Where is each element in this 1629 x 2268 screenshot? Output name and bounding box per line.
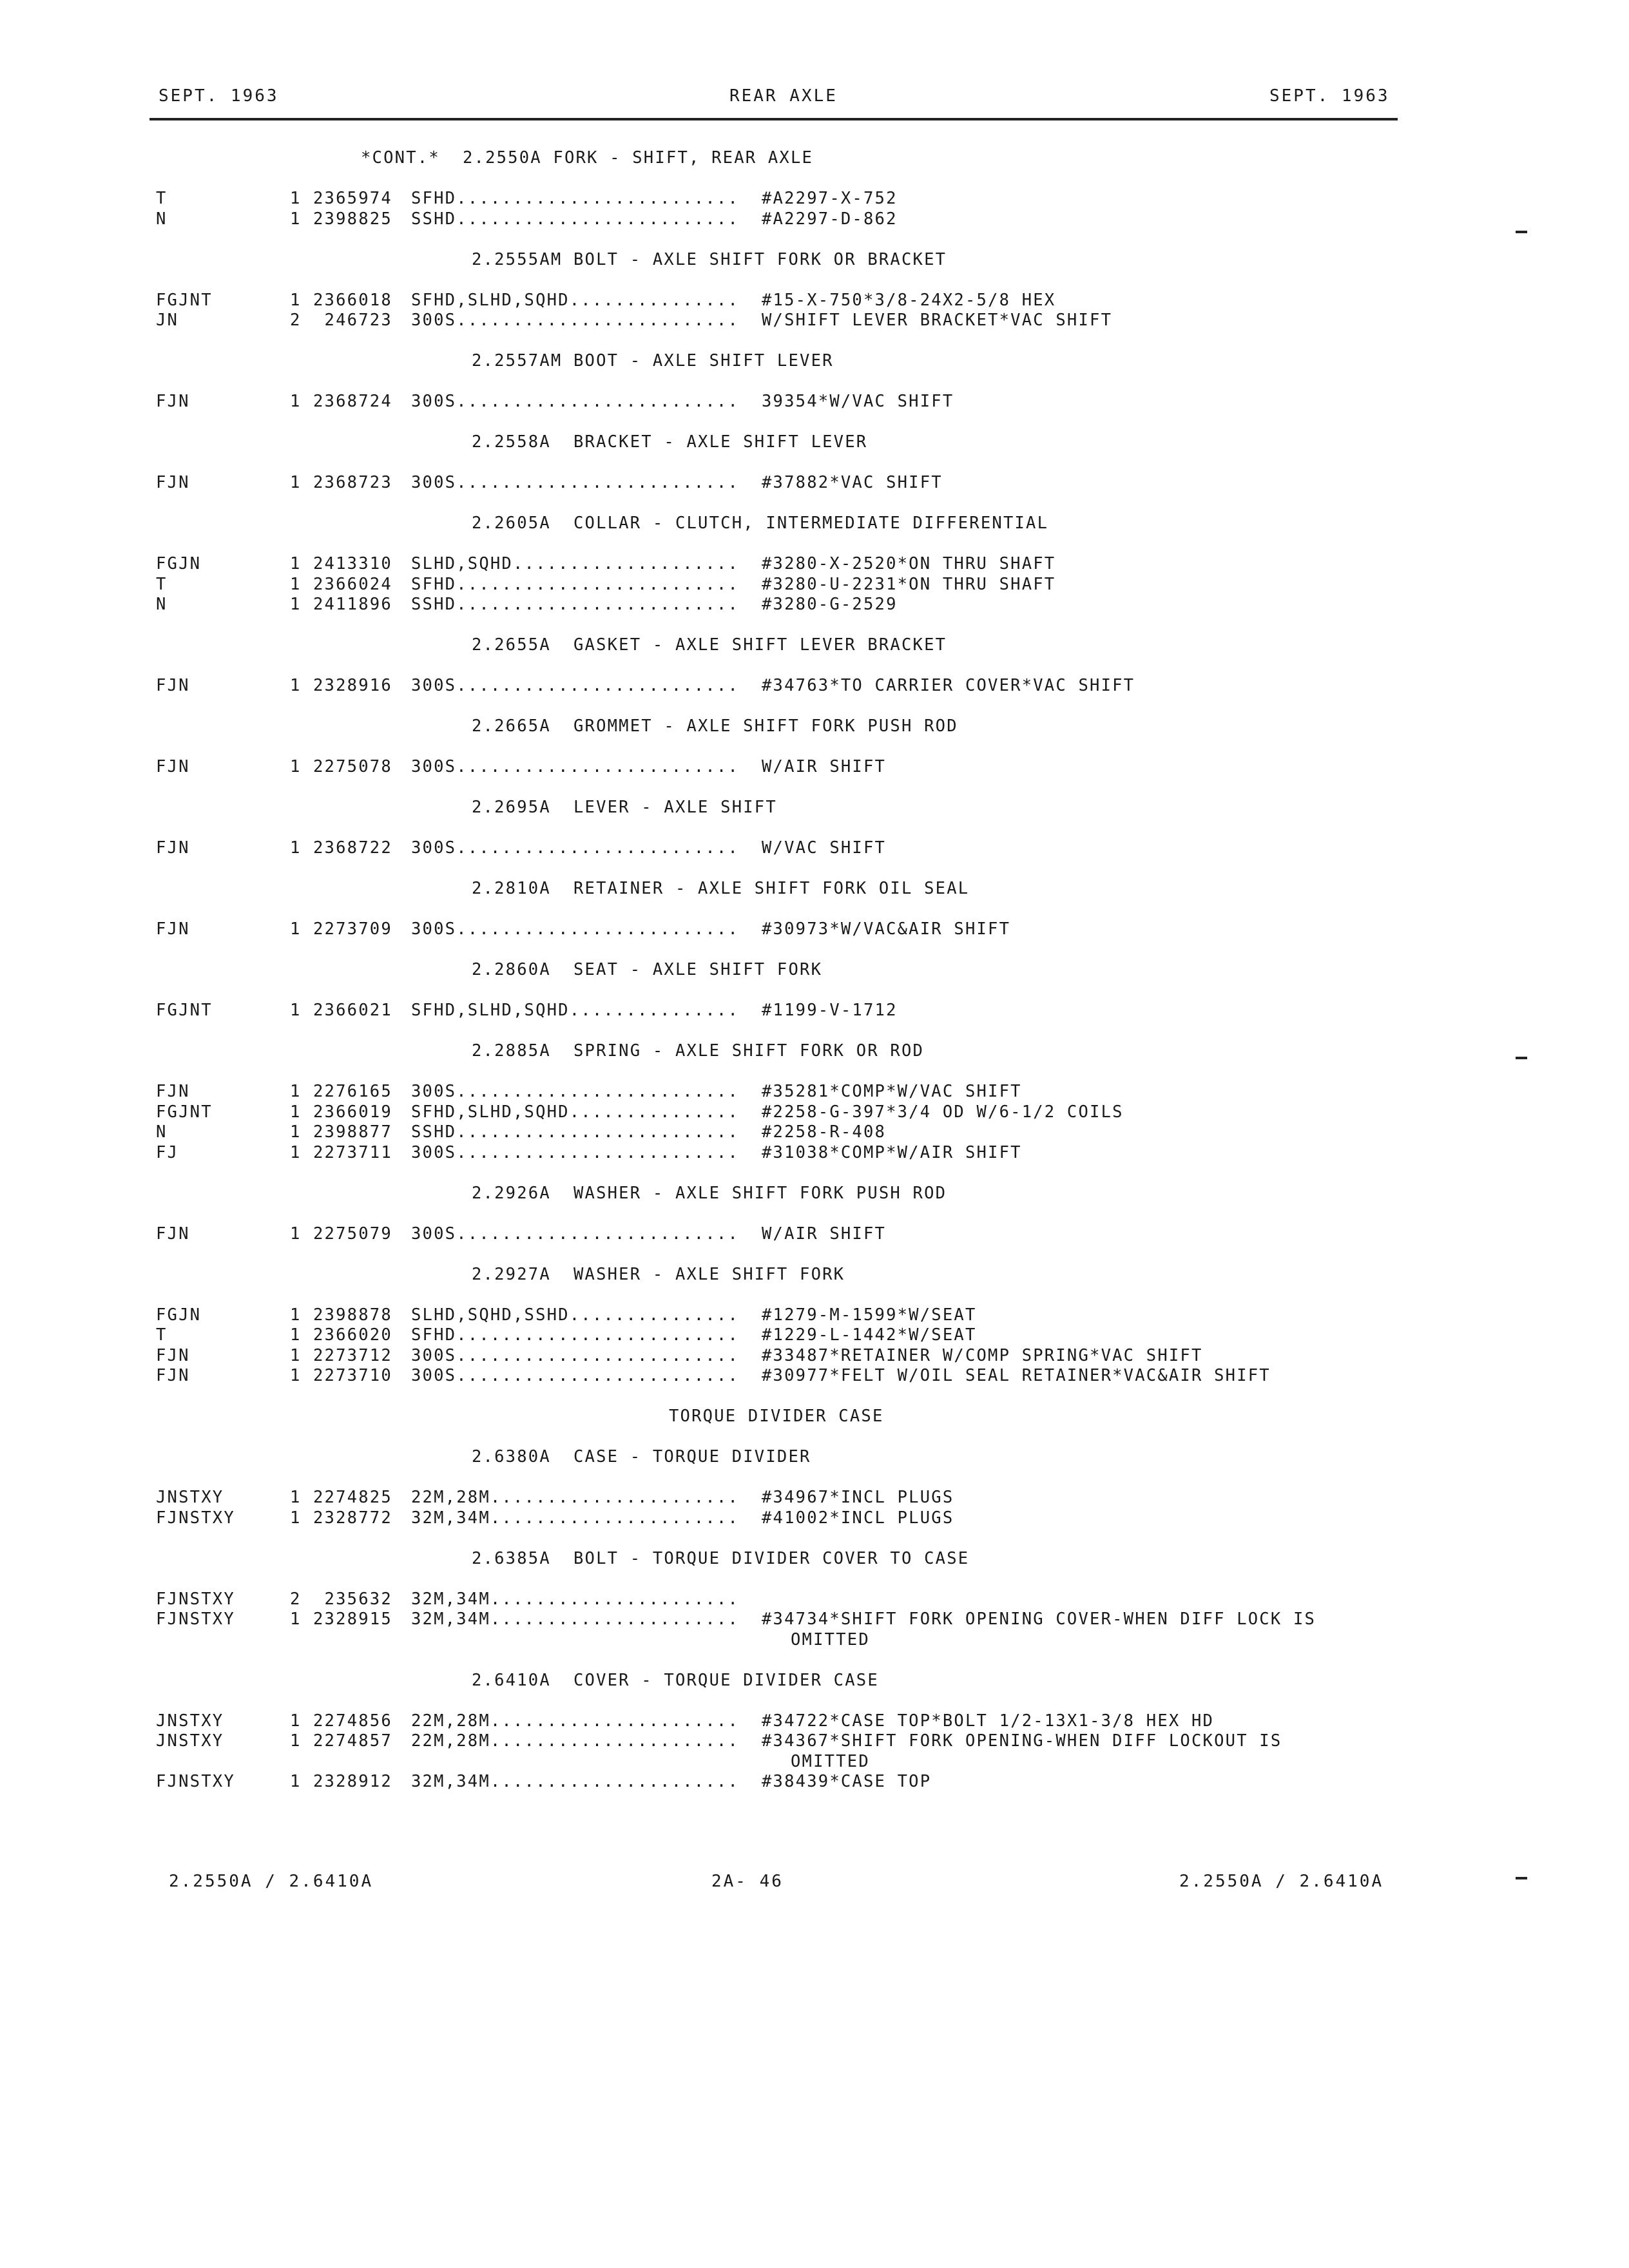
part-row (156, 676, 1380, 697)
application: 300S......................... (411, 473, 740, 492)
spacer (156, 615, 1380, 636)
application: 300S......................... (411, 311, 740, 330)
description-continuation: OMITTED (791, 1629, 870, 1649)
spacer (156, 1427, 1380, 1448)
margin-mark (1516, 1877, 1527, 1879)
quantity: 1 (290, 1345, 302, 1365)
part-row (156, 1102, 1380, 1123)
model-code: FJNSTXY (156, 1508, 235, 1528)
part-row-continuation (156, 1752, 1380, 1773)
description: #30973*W/VAC&AIR SHIFT (762, 919, 1011, 939)
application: 22M,28M...................... (411, 1731, 740, 1751)
description: #2258-G-397*3/4 OD W/6-1/2 COILS (762, 1102, 1124, 1122)
margin-mark (1516, 1057, 1527, 1059)
quantity: 1 (290, 554, 302, 573)
part-row (156, 838, 1380, 859)
part-number: 2274856 (313, 1711, 392, 1731)
model-code: FJN (156, 757, 190, 776)
quantity: 1 (290, 290, 302, 310)
application: SSHD......................... (411, 1122, 740, 1142)
description: #A2297-D-862 (762, 209, 898, 229)
header-rule (149, 118, 1398, 120)
application: SSHD......................... (411, 209, 740, 229)
part-number: 2413310 (313, 554, 392, 573)
description: W/SHIFT LEVER BRACKET*VAC SHIFT (762, 311, 1113, 330)
part-row (156, 1346, 1380, 1367)
model-code: N (156, 1122, 168, 1142)
section-heading: 2.6385A BOLT - TORQUE DIVIDER COVER TO CASE (472, 1548, 970, 1568)
part-row (156, 1731, 1380, 1752)
application: SFHD......................... (411, 189, 740, 208)
spacer (156, 1285, 1380, 1305)
quantity: 1 (290, 1142, 302, 1162)
part-row (156, 189, 1380, 209)
model-code: FGJN (156, 1305, 202, 1325)
application: 300S......................... (411, 1366, 740, 1385)
spacer (156, 494, 1380, 514)
spacer (156, 453, 1380, 474)
model-code: JNSTXY (156, 1731, 224, 1751)
spacer (156, 1650, 1380, 1671)
part-number: 2274825 (313, 1488, 392, 1507)
application: SFHD,SLHD,SQHD............... (411, 1102, 740, 1122)
application: 300S......................... (411, 757, 740, 776)
section-heading: 2.2885A SPRING - AXLE SHIFT FORK OR ROD (472, 1041, 925, 1061)
model-code: N (156, 595, 168, 614)
part-row (156, 919, 1380, 940)
quantity: 1 (290, 1001, 302, 1020)
header-date-right: SEPT. 1963 (1269, 86, 1390, 106)
part-row (156, 757, 1380, 778)
margin-mark (1516, 231, 1527, 233)
model-code: FJN (156, 473, 190, 492)
footer-range-left: 2.2550A / 2.6410A (169, 1872, 374, 1891)
part-number: 2366021 (313, 1001, 392, 1020)
description: #3280-G-2529 (762, 595, 898, 614)
quantity: 1 (290, 919, 302, 939)
model-code: FJN (156, 1345, 190, 1365)
part-number: 2276165 (313, 1082, 392, 1101)
application: 300S......................... (411, 1142, 740, 1162)
part-number: 2273709 (313, 919, 392, 939)
model-code: N (156, 209, 168, 229)
model-code: FJN (156, 676, 190, 695)
part-number: 2398877 (313, 1122, 392, 1142)
quantity: 1 (290, 1224, 302, 1244)
part-number: 2273711 (313, 1142, 392, 1162)
part-number: 2275078 (313, 757, 392, 776)
model-code: FJN (156, 392, 190, 411)
spacer (156, 818, 1380, 839)
quantity: 1 (290, 1488, 302, 1507)
application: 22M,28M...................... (411, 1488, 740, 1507)
part-number: 235632 (313, 1589, 392, 1609)
part-row (156, 473, 1380, 494)
quantity: 1 (290, 1731, 302, 1751)
quantity: 1 (290, 595, 302, 614)
application: 300S......................... (411, 1082, 740, 1101)
quantity: 2 (290, 1589, 302, 1609)
part-number: 2328916 (313, 676, 392, 695)
spacer (156, 331, 1380, 352)
quantity: 1 (290, 189, 302, 208)
section-heading: 2.2655A GASKET - AXLE SHIFT LEVER BRACKET (472, 635, 947, 655)
part-number: 2368724 (313, 392, 392, 411)
description-continuation: OMITTED (791, 1751, 870, 1771)
part-row (156, 1772, 1380, 1792)
model-code: FJN (156, 838, 190, 858)
section-heading: *CONT.* 2.2550A FORK - SHIFT, REAR AXLE (361, 148, 814, 168)
description: #34734*SHIFT FORK OPENING COVER-WHEN DIFF LOCK IS (762, 1610, 1316, 1629)
spacer (156, 1163, 1380, 1184)
quantity: 1 (290, 1610, 302, 1629)
page-number: 2A- 46 (711, 1872, 784, 1891)
application: 300S......................... (411, 392, 740, 411)
model-code: FJN (156, 1366, 190, 1385)
model-code: T (156, 189, 168, 208)
model-code: JNSTXY (156, 1488, 224, 1507)
description: #1199-V-1712 (762, 1001, 898, 1020)
part-number: 2398878 (313, 1305, 392, 1325)
quantity: 1 (290, 1305, 302, 1325)
section-heading: 2.6410A COVER - TORQUE DIVIDER CASE (472, 1670, 879, 1690)
spacer (156, 534, 1380, 555)
spacer (156, 270, 1380, 291)
application: 300S......................... (411, 838, 740, 858)
quantity: 1 (290, 1772, 302, 1791)
part-row (156, 1610, 1380, 1630)
spacer (156, 899, 1380, 920)
spacer (156, 981, 1380, 1001)
header-date-left: SEPT. 1963 (159, 86, 279, 106)
application: SSHD......................... (411, 595, 740, 614)
model-code: T (156, 1325, 168, 1345)
section-heading: 2.2810A RETAINER - AXLE SHIFT FORK OIL SEAL (472, 879, 970, 898)
application: SFHD,SLHD,SQHD............... (411, 290, 740, 310)
model-code: FJ (156, 1142, 179, 1162)
application: 300S......................... (411, 676, 740, 695)
description: #31038*COMP*W/AIR SHIFT (762, 1142, 1022, 1162)
section-heading: 2.2557AM BOOT - AXLE SHIFT LEVER (472, 351, 834, 370)
part-row (156, 1305, 1380, 1326)
application: SLHD,SQHD.................... (411, 554, 740, 573)
part-number: 2368722 (313, 838, 392, 858)
part-number: 2365974 (313, 189, 392, 208)
spacer (156, 1244, 1380, 1265)
part-row (156, 1590, 1380, 1610)
application: 32M,34M...................... (411, 1589, 740, 1609)
description: #34722*CASE TOP*BOLT 1/2-13X1-3/8 HEX HD (762, 1711, 1215, 1731)
model-code: FJNSTXY (156, 1772, 235, 1791)
part-number: 2275079 (313, 1224, 392, 1244)
footer-range-right: 2.2550A / 2.6410A (1179, 1872, 1384, 1891)
section-heading: 2.2555AM BOLT - AXLE SHIFT FORK OR BRACKET (472, 249, 947, 269)
description: #34967*INCL PLUGS (762, 1488, 954, 1507)
quantity: 1 (290, 757, 302, 776)
part-row (156, 209, 1380, 230)
description: #1229-L-1442*W/SEAT (762, 1325, 977, 1345)
spacer (156, 1691, 1380, 1711)
part-number: 2366018 (313, 290, 392, 310)
spacer (156, 1569, 1380, 1590)
model-code: FJNSTXY (156, 1610, 235, 1629)
application: SFHD......................... (411, 574, 740, 594)
quantity: 1 (290, 1102, 302, 1122)
model-code: FJN (156, 1082, 190, 1101)
spacer (156, 412, 1380, 433)
part-number: 2273712 (313, 1345, 392, 1365)
model-code: FJN (156, 1224, 190, 1244)
application: 32M,34M...................... (411, 1508, 740, 1528)
application: 32M,34M...................... (411, 1772, 740, 1791)
part-row (156, 1711, 1380, 1732)
section-heading: 2.2695A LEVER - AXLE SHIFT (472, 798, 777, 817)
application: SFHD......................... (411, 1325, 740, 1345)
spacer (156, 737, 1380, 758)
spacer (156, 778, 1380, 798)
description: #33487*RETAINER W/COMP SPRING*VAC SHIFT (762, 1345, 1203, 1365)
part-row (156, 575, 1380, 595)
spacer (156, 169, 1380, 189)
part-row (156, 311, 1380, 331)
model-code: FGJN (156, 554, 202, 573)
quantity: 1 (290, 1082, 302, 1101)
quantity: 1 (290, 1366, 302, 1385)
description: W/AIR SHIFT (762, 1224, 887, 1244)
description: #3280-X-2520*ON THRU SHAFT (762, 554, 1056, 573)
model-code: FGJNT (156, 1001, 213, 1020)
section-heading: 2.2860A SEAT - AXLE SHIFT FORK (472, 960, 823, 979)
description: #2258-R-408 (762, 1122, 887, 1142)
quantity: 1 (290, 1711, 302, 1731)
model-code: T (156, 574, 168, 594)
description: #35281*COMP*W/VAC SHIFT (762, 1082, 1022, 1101)
spacer (156, 1062, 1380, 1082)
application: 300S......................... (411, 919, 740, 939)
description: #30977*FELT W/OIL SEAL RETAINER*VAC&AIR SHIFT (762, 1366, 1271, 1385)
application: SFHD,SLHD,SQHD............... (411, 1001, 740, 1020)
description: #1279-M-1599*W/SEAT (762, 1305, 977, 1325)
spacer (156, 1021, 1380, 1042)
part-row (156, 1122, 1380, 1143)
section-title: TORQUE DIVIDER CASE (669, 1407, 884, 1426)
application: SLHD,SQHD,SSHD............... (411, 1305, 740, 1325)
header-title: REAR AXLE (729, 86, 838, 106)
part-row (156, 1143, 1380, 1164)
part-row (156, 1366, 1380, 1387)
spacer (156, 859, 1380, 879)
spacer (156, 1387, 1380, 1407)
quantity: 1 (290, 1122, 302, 1142)
application: 22M,28M...................... (411, 1711, 740, 1731)
part-row-continuation (156, 1630, 1380, 1651)
part-number: 2366024 (313, 574, 392, 594)
description: #34763*TO CARRIER COVER*VAC SHIFT (762, 676, 1135, 695)
part-number: 2366020 (313, 1325, 392, 1345)
part-row (156, 1508, 1380, 1529)
part-row (156, 1325, 1380, 1346)
description: #15-X-750*3/8-24X2-5/8 HEX (762, 290, 1056, 310)
description: #38439*CASE TOP (762, 1772, 932, 1791)
part-number: 246723 (313, 311, 392, 330)
part-number: 2274857 (313, 1731, 392, 1751)
model-code: FJN (156, 919, 190, 939)
spacer (156, 372, 1380, 392)
spacer (156, 229, 1380, 250)
part-number: 2398825 (313, 209, 392, 229)
model-code: FJNSTXY (156, 1589, 235, 1609)
section-heading: 2.2605A COLLAR - CLUTCH, INTERMEDIATE DIFFERENTIAL (472, 514, 1049, 533)
section-heading: 2.2558A BRACKET - AXLE SHIFT LEVER (472, 432, 868, 452)
model-code: JN (156, 311, 179, 330)
model-code: JNSTXY (156, 1711, 224, 1731)
description: #37882*VAC SHIFT (762, 473, 943, 492)
description: #A2297-X-752 (762, 189, 898, 208)
description: W/VAC SHIFT (762, 838, 887, 858)
quantity: 2 (290, 311, 302, 330)
part-number: 2366019 (313, 1102, 392, 1122)
part-number: 2368723 (313, 473, 392, 492)
quantity: 1 (290, 574, 302, 594)
part-row (156, 291, 1380, 311)
part-row (156, 595, 1380, 615)
part-number: 2328912 (313, 1772, 392, 1791)
description: #3280-U-2231*ON THRU SHAFT (762, 574, 1056, 594)
quantity: 1 (290, 473, 302, 492)
part-number: 2273710 (313, 1366, 392, 1385)
spacer (156, 656, 1380, 677)
part-number: 2411896 (313, 595, 392, 614)
spacer (156, 697, 1380, 717)
section-heading: 2.2665A GROMMET - AXLE SHIFT FORK PUSH ROD (472, 716, 958, 736)
model-code: FGJNT (156, 1102, 213, 1122)
application: 300S......................... (411, 1224, 740, 1244)
parts-list (156, 148, 1380, 1792)
quantity: 1 (290, 1508, 302, 1528)
description: #41002*INCL PLUGS (762, 1508, 954, 1528)
part-row (156, 1488, 1380, 1508)
spacer (156, 1528, 1380, 1549)
spacer (156, 940, 1380, 961)
spacer (156, 1468, 1380, 1488)
section-heading: 2.2927A WASHER - AXLE SHIFT FORK (472, 1264, 845, 1284)
description: #34367*SHIFT FORK OPENING-WHEN DIFF LOCKOUT IS (762, 1731, 1282, 1751)
description: 39354*W/VAC SHIFT (762, 392, 954, 411)
part-row (156, 392, 1380, 412)
quantity: 1 (290, 838, 302, 858)
application: 300S......................... (411, 1345, 740, 1365)
part-row (156, 1224, 1380, 1245)
quantity: 1 (290, 209, 302, 229)
section-heading: 2.2926A WASHER - AXLE SHIFT FORK PUSH ROD (472, 1183, 947, 1203)
part-row (156, 554, 1380, 575)
description: W/AIR SHIFT (762, 757, 887, 776)
model-code: FGJNT (156, 290, 213, 310)
part-row (156, 1082, 1380, 1102)
quantity: 1 (290, 676, 302, 695)
section-heading: 2.6380A CASE - TORQUE DIVIDER (472, 1447, 811, 1466)
part-row (156, 1001, 1380, 1021)
quantity: 1 (290, 392, 302, 411)
quantity: 1 (290, 1325, 302, 1345)
application: 32M,34M...................... (411, 1610, 740, 1629)
part-number: 2328772 (313, 1508, 392, 1528)
part-number: 2328915 (313, 1610, 392, 1629)
spacer (156, 1204, 1380, 1224)
